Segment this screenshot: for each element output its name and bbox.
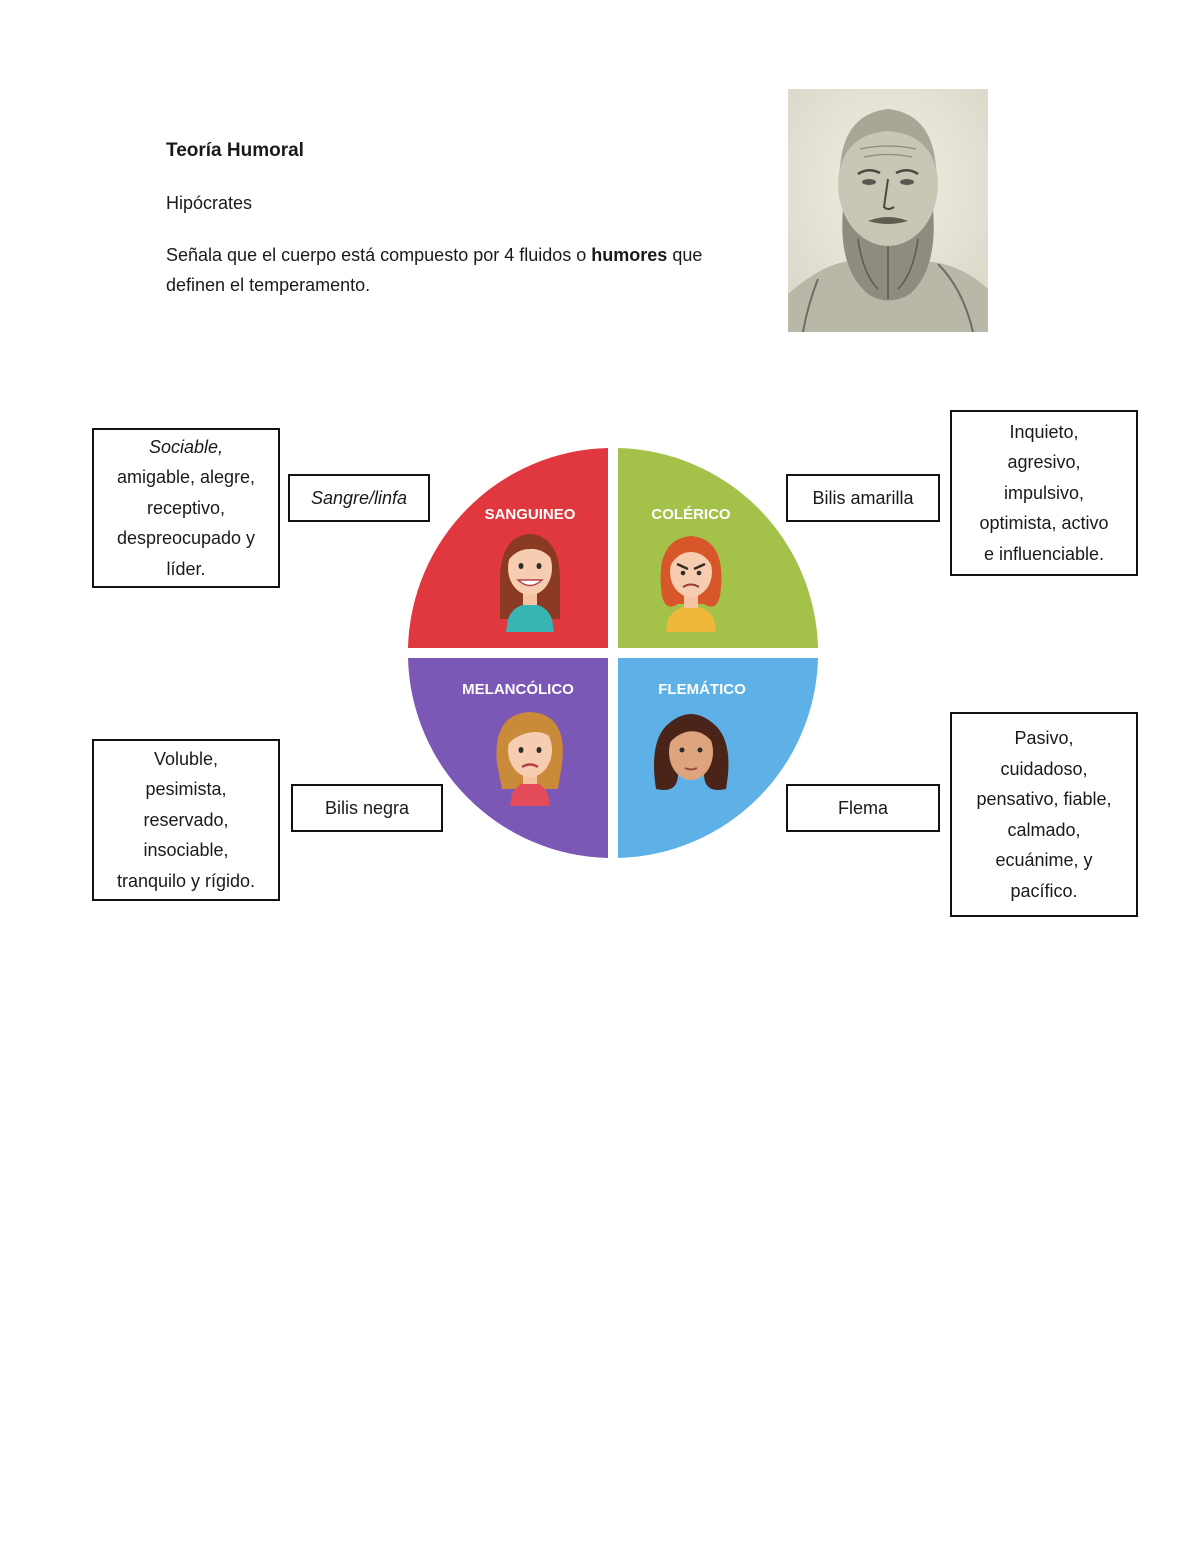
trait-line: pesimista, [145, 779, 227, 800]
description-pre: Señala que el cuerpo está compuesto por 4 fluidos o [166, 245, 592, 265]
trait-line: Pasivo, [1014, 728, 1074, 748]
trait-line: receptivo, [146, 497, 226, 518]
trait-line: Inquieto, [1009, 421, 1079, 442]
traits-sanguineo [92, 428, 280, 588]
fluid-colerico: Bilis amarilla [786, 474, 940, 522]
page-title: Teoría Humoral [166, 140, 304, 161]
traits-colerico [950, 410, 1138, 576]
label-flematico: FLEMÁTICO [658, 681, 746, 698]
author-name: Hipócrates [166, 193, 253, 213]
trait-line: ecuánime, y [995, 850, 1093, 870]
trait-line: tranquilo y rígido. [116, 870, 256, 891]
label-melancolico: MELANCÓLICO [462, 681, 574, 698]
temperament-wheel [404, 444, 822, 862]
hippocrates-portrait [788, 89, 988, 332]
colerico-face [661, 536, 722, 632]
trait-line: pensativo, fiable, [976, 789, 1112, 809]
trait-line: impulsivo, [1003, 482, 1085, 503]
trait-line: insociable, [143, 840, 229, 861]
label-sanguineo: SANGUINEO [484, 506, 576, 523]
sanguineo-face [500, 534, 560, 632]
trait-line: Sociable, [148, 436, 224, 457]
traits-flematico [950, 712, 1138, 917]
trait-line: amigable, alegre, [116, 467, 256, 488]
trait-line: e influenciable. [983, 543, 1105, 564]
trait-line: líder. [166, 558, 206, 579]
traits-melancolico [92, 739, 280, 901]
fluid-sanguineo: Sangre/linfa [288, 474, 430, 522]
trait-line: pacífico. [1010, 880, 1078, 901]
description-bold: humores [591, 245, 668, 265]
label-colerico: COLÉRICO [651, 506, 731, 523]
fluid-flematico: Flema [786, 784, 940, 832]
trait-line: optimista, activo [979, 513, 1109, 534]
trait-line: cuidadoso, [1000, 758, 1088, 779]
fluid-melancolico: Bilis negra [291, 784, 443, 832]
trait-line: calmado, [1007, 819, 1081, 840]
description [166, 240, 766, 300]
description-post: que definen el temperamento. [166, 245, 703, 295]
trait-line: agresivo, [1007, 452, 1081, 473]
trait-line: reservado, [143, 809, 229, 830]
trait-line: despreocupado y [116, 528, 256, 549]
trait-line: Voluble, [153, 748, 219, 769]
